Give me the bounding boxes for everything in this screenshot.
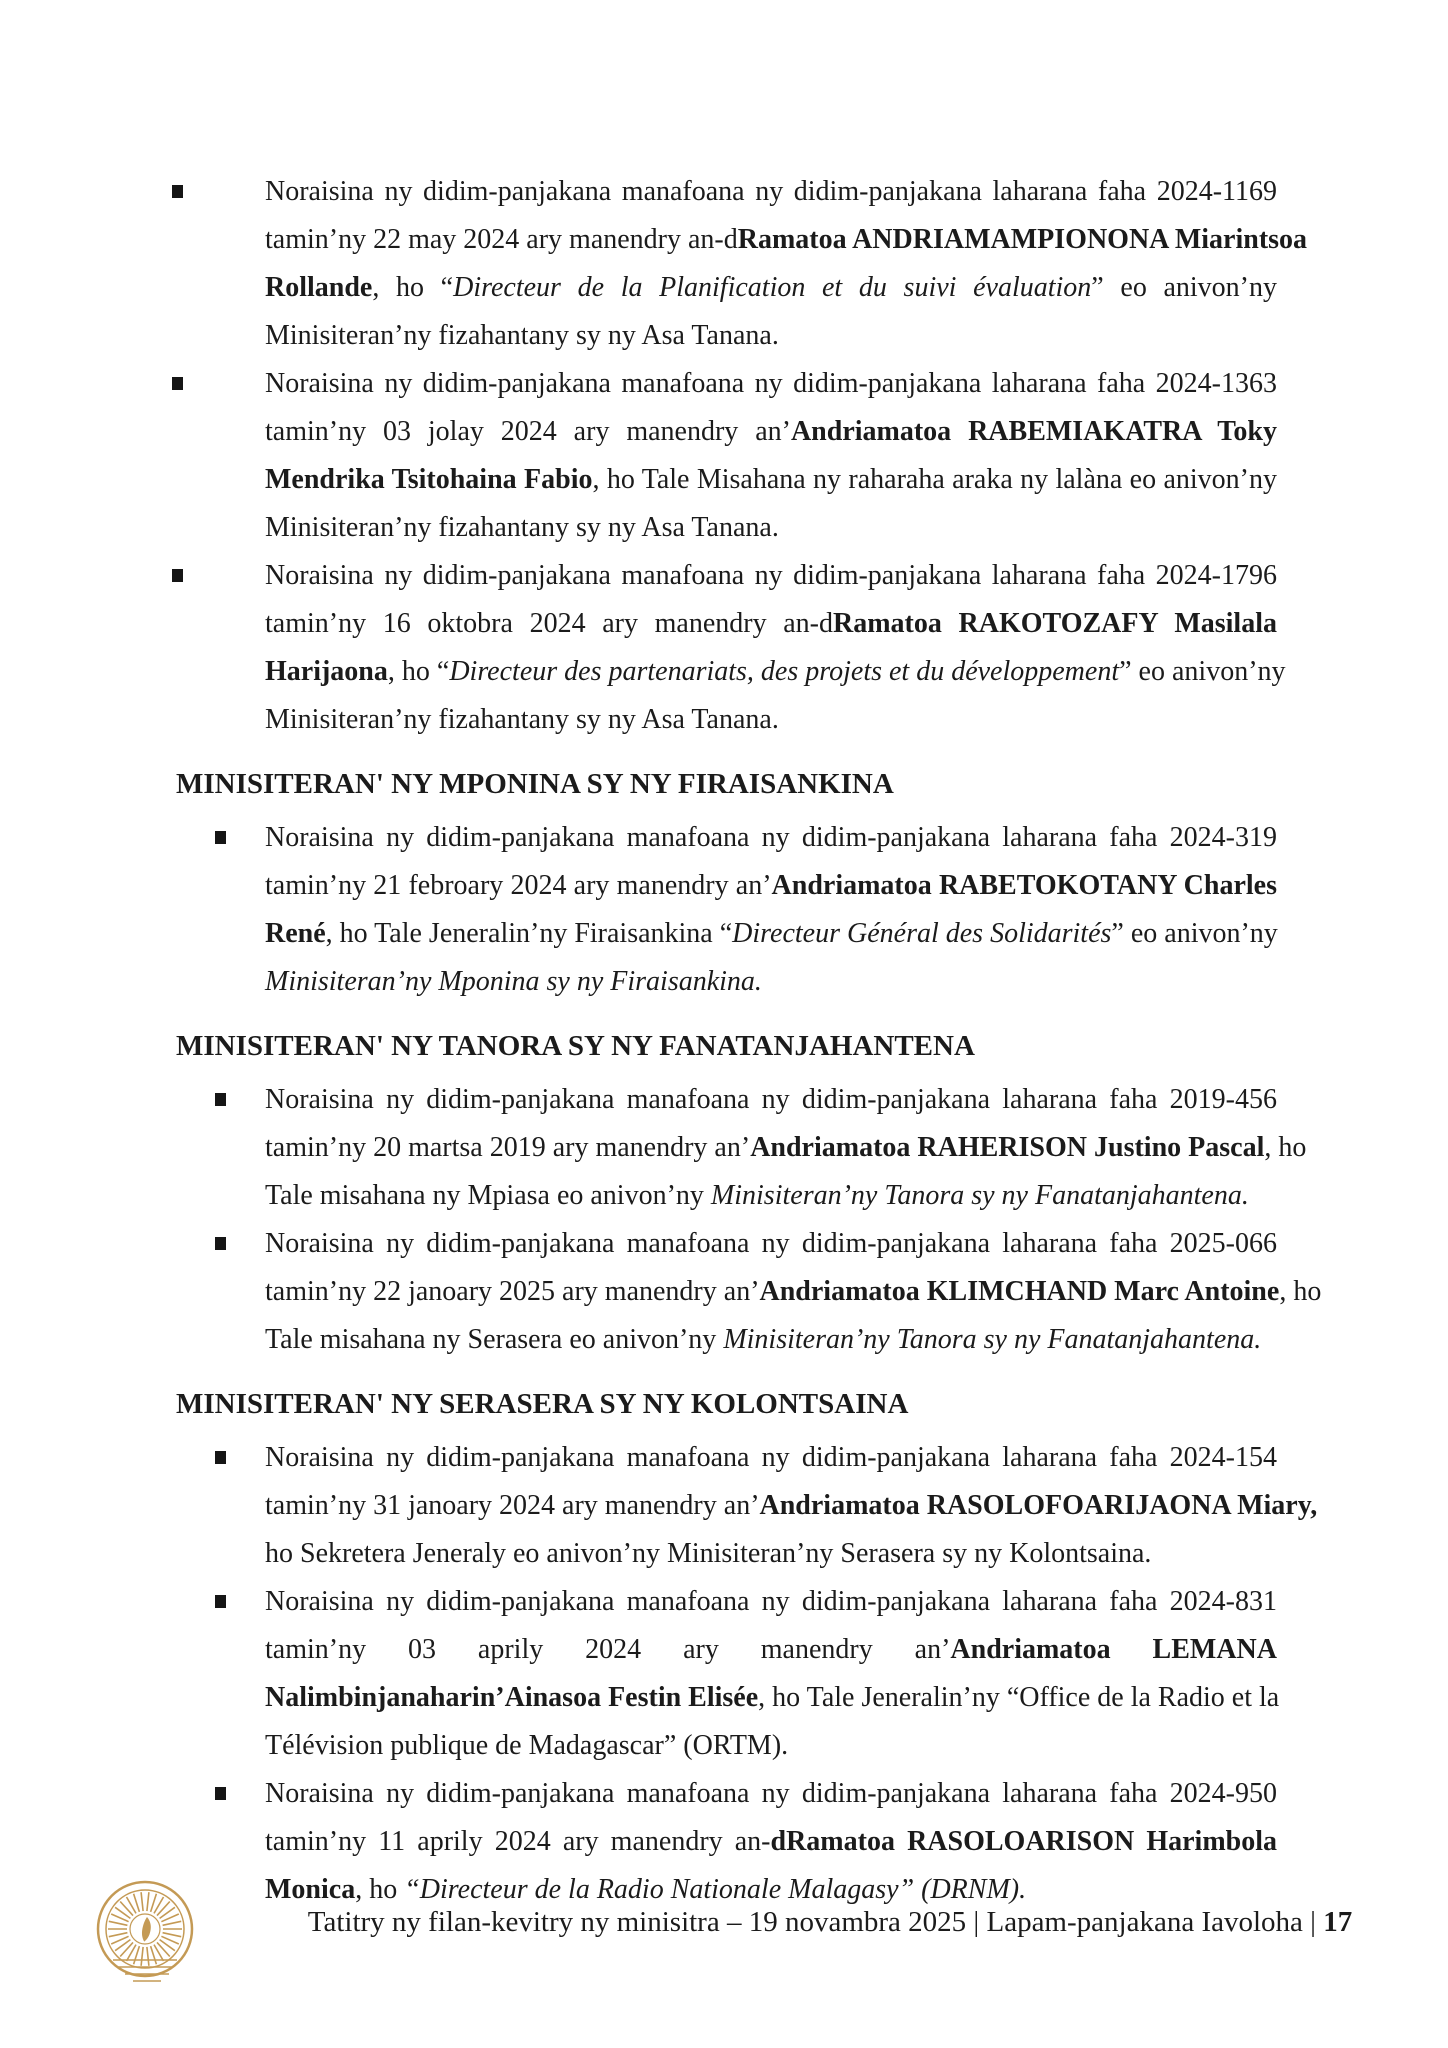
bullet-item [265, 1770, 1277, 1914]
bullet-square-icon [215, 1237, 226, 1250]
text-line: Tale misahana ny Mpiasa eo anivon’ny Minisiteran’ny Tanora sy ny Fanatanjahantena. [265, 1180, 1249, 1211]
text-line: tamin’ny 21 febroary 2024 ary manendry an’Andriamatoa RABETOKOTANY Charles [265, 870, 1277, 901]
text-line: Noraisina ny didim-panjakana manafoana ny didim-panjakana laharana faha 2024-831 [265, 1586, 1277, 1617]
section-heading: MINISITERAN' NY TANORA SY NY FANATANJAHANTENA [176, 1030, 975, 1062]
text-line: tamin’ny 03 aprily 2024 ary manendry an’Andriamatoa LEMANA [265, 1634, 1277, 1665]
bullet-item [265, 1434, 1318, 1578]
bullet-square-icon [215, 1787, 226, 1800]
footer-text: Tatitry ny filan-kevitry ny minisitra – 19 novambra 2025 | Lapam-panjakana Iavoloha | [307, 1906, 1324, 1938]
text-line: Rollande, ho “Directeur de la Planification et du suivi évaluation” eo anivon’ny [265, 272, 1278, 303]
text-line: Nalimbinjanaharin’Ainasoa Festin Elisée, ho Tale Jeneralin’ny “Office de la Radio et la [265, 1682, 1280, 1713]
text-line: Noraisina ny didim-panjakana manafoana ny didim-panjakana laharana faha 2024-154 [265, 1442, 1277, 1473]
text-line: ho Sekretera Jeneraly eo anivon’ny Minisiteran’ny Serasera sy ny Kolontsaina. [265, 1538, 1152, 1569]
bullet-square-icon [172, 569, 183, 582]
text-line: Noraisina ny didim-panjakana manafoana ny didim-panjakana laharana faha 2024-1363 [265, 368, 1277, 399]
bullet-square-icon [215, 831, 226, 844]
text-line: Tale misahana ny Serasera eo anivon’ny Minisiteran’ny Tanora sy ny Fanatanjahantena. [265, 1324, 1262, 1355]
bullet-square-icon [215, 1093, 226, 1106]
text-line: Noraisina ny didim-panjakana manafoana ny didim-panjakana laharana faha 2019-456 [265, 1084, 1277, 1115]
text-line: tamin’ny 22 may 2024 ary manendry an-dRamatoa ANDRIAMAMPIONONA Miarintsoa [265, 224, 1308, 255]
text-line: tamin’ny 11 aprily 2024 ary manendry an-dRamatoa RASOLOARISON Harimbola [265, 1826, 1278, 1857]
page-number: 17 [1323, 1906, 1353, 1938]
bullet-item [265, 360, 1277, 552]
bullet-item [265, 168, 1308, 360]
madagascar-seal-icon [95, 1870, 195, 1992]
bullet-item [265, 1220, 1322, 1364]
text-line: tamin’ny 31 janoary 2024 ary manendry an’Andriamatoa RASOLOFOARIJAONA Miary, [265, 1490, 1318, 1521]
text-line: Monica, ho “Directeur de la Radio Nationale Malagasy” (DRNM). [265, 1874, 1027, 1905]
bullet-square-icon [172, 185, 183, 198]
document-body [176, 168, 1322, 1914]
text-line: Noraisina ny didim-panjakana manafoana ny didim-panjakana laharana faha 2024-319 [265, 822, 1277, 853]
bullet-item [265, 552, 1286, 744]
bullet-item [265, 1578, 1280, 1770]
text-line: René, ho Tale Jeneralin’ny Firaisankina “Directeur Général des Solidarités” eo anivon’ny [265, 918, 1278, 949]
text-line: tamin’ny 20 martsa 2019 ary manendry an’Andriamatoa RAHERISON Justino Pascal, ho [265, 1132, 1307, 1163]
section-heading: MINISITERAN' NY SERASERA SY NY KOLONTSAINA [176, 1388, 909, 1420]
text-line: tamin’ny 22 janoary 2025 ary manendry an’Andriamatoa KLIMCHAND Marc Antoine, ho [265, 1276, 1322, 1307]
bullet-square-icon [215, 1595, 226, 1608]
bullet-square-icon [172, 377, 183, 390]
section-heading: MINISITERAN' NY MPONINA SY NY FIRAISANKINA [176, 768, 894, 800]
text-line: Minisiteran’ny fizahantany sy ny Asa Tanana. [265, 704, 779, 735]
text-line: Minisiteran’ny fizahantany sy ny Asa Tanana. [265, 320, 779, 351]
text-line: Minisiteran’ny fizahantany sy ny Asa Tanana. [265, 512, 779, 543]
text-line: Noraisina ny didim-panjakana manafoana ny didim-panjakana laharana faha 2024-950 [265, 1778, 1277, 1809]
bullet-square-icon [215, 1451, 226, 1464]
text-line: tamin’ny 16 oktobra 2024 ary manendry an-dRamatoa RAKOTOZAFY Masilala [265, 608, 1277, 639]
text-line: Minisiteran’ny Mponina sy ny Firaisankina. [265, 966, 762, 997]
bullet-item [265, 814, 1277, 1006]
text-line: tamin’ny 03 jolay 2024 ary manendry an’Andriamatoa RABEMIAKATRA Toky [265, 416, 1277, 447]
footer [300, 1900, 1360, 1944]
text-line: Noraisina ny didim-panjakana manafoana ny didim-panjakana laharana faha 2024-1169 [265, 176, 1277, 207]
text-line: Noraisina ny didim-panjakana manafoana ny didim-panjakana laharana faha 2025-066 [265, 1228, 1277, 1259]
bullet-item [265, 1076, 1307, 1220]
text-line: Noraisina ny didim-panjakana manafoana ny didim-panjakana laharana faha 2024-1796 [265, 560, 1277, 591]
text-line: Mendrika Tsitohaina Fabio, ho Tale Misahana ny raharaha araka ny lalàna eo anivon’ny [265, 464, 1277, 495]
text-line: Télévision publique de Madagascar” (ORTM). [265, 1730, 789, 1761]
text-line: Harijaona, ho “Directeur des partenariats, des projets et du développement” eo anivon’ny [265, 656, 1286, 687]
